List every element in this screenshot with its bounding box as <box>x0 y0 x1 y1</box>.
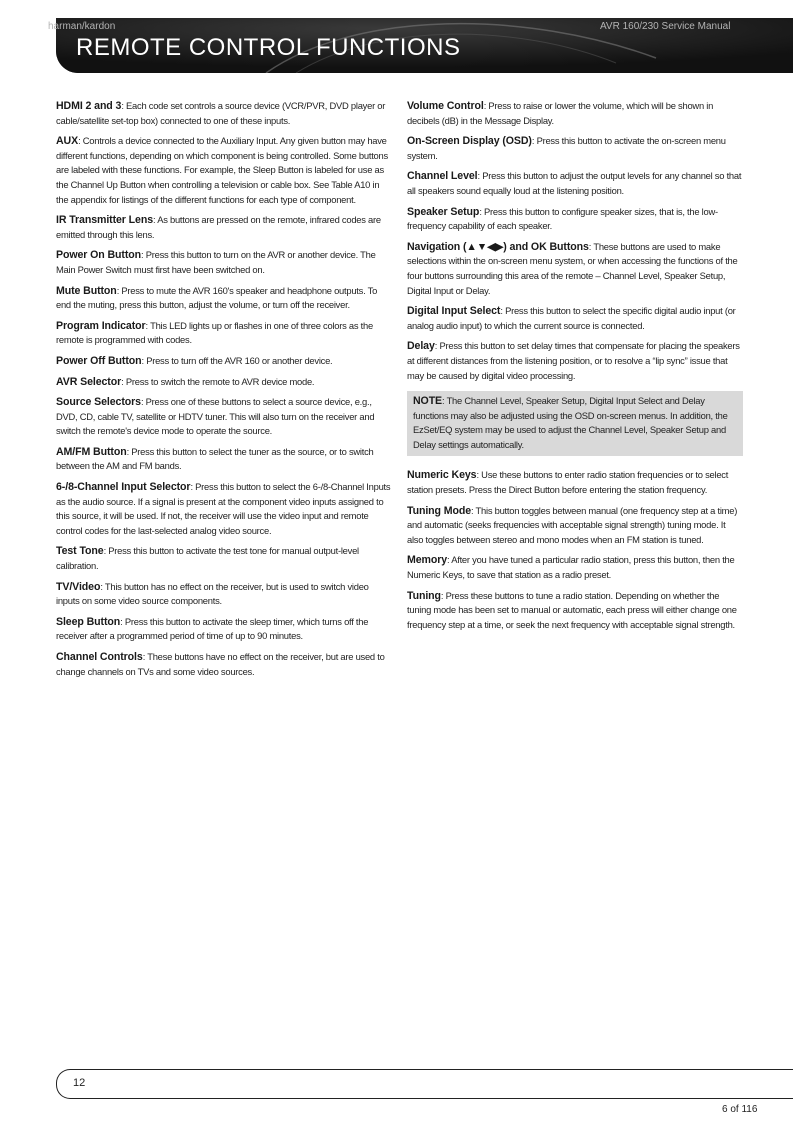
entry-am-fm <box>56 445 392 474</box>
entry-memory <box>407 553 743 582</box>
entry-numeric-keys <box>407 468 743 497</box>
entry-term: Numeric Keys <box>407 469 477 482</box>
entry-term: Mute Button <box>56 284 117 297</box>
entry-tuning-mode <box>407 504 743 548</box>
entry-aux <box>56 134 392 207</box>
entry-text: : Press these buttons to tune a radio station. Depending on whether the tuning mode has been set to manual or automatic, each press will either change one frequency step at a time, or seek the next frequency with acceptable signal strength. <box>407 589 737 630</box>
entry-term: Tuning <box>407 589 441 602</box>
entry-hdmi <box>56 99 392 128</box>
entry-term: HDMI 2 and 3 <box>56 100 122 112</box>
entry-text: : Press this button to configure speaker sizes, that is, the low-frequency capability of each speaker. <box>407 205 718 232</box>
entry-ir-lens <box>56 213 392 242</box>
entry-source-selectors <box>56 395 392 439</box>
entry-sleep <box>56 615 392 644</box>
entry-program-indicator <box>56 319 392 348</box>
entry-text: : This button has no effect on the receiver, but is used to switch video inputs on some video source components. <box>56 580 369 607</box>
entry-delay <box>407 339 743 383</box>
entry-term: TV/Video <box>56 580 101 593</box>
entry-volume <box>407 99 743 128</box>
header-manual-title: AVR 160/230 Service Manual <box>600 21 731 32</box>
entry-text: : This LED lights up or flashes in one of three colors as the remote is programmed with codes. <box>56 319 373 346</box>
entry-term: Channel Level <box>407 170 478 183</box>
entry-tv-video <box>56 580 392 609</box>
entry-text: : Press this button to turn on the AVR or another device. The Main Power Switch must first have been switched on. <box>56 249 376 275</box>
entry-text: : Press this button to activate the on-screen menu system. <box>407 135 726 161</box>
entry-speaker-setup <box>407 205 743 234</box>
entry-term: On-Screen Display (OSD) <box>407 135 532 148</box>
entry-digital-input <box>407 304 743 333</box>
entry-term: AM/FM Button <box>56 445 127 458</box>
entry-term: AVR Selector <box>56 375 122 388</box>
entry-text: : Press one of these buttons to select a source device, e.g., DVD, CD, cable TV, satellite or HDTV tuner. This will also turn on the receiver and switch the remote's device mode to operate the source. <box>56 396 375 437</box>
entry-term: AUX <box>56 135 79 148</box>
entry-power-off <box>56 354 392 369</box>
entry-text: : These buttons are used to make selections within the on-screen menu system, or when accessing the functions of the four buttons surrounding this area of the remote – Channel Level, Speaker Setup, Digital Input or Delay. <box>407 240 738 296</box>
note-label: NOTE <box>413 395 443 408</box>
entry-mute <box>56 284 392 313</box>
entry-text: : Press to raise or lower the volume, which will be shown in decibels (dB) in the Message Display. <box>407 100 714 126</box>
footer-box <box>56 1069 793 1099</box>
entry-term: Power On Button <box>56 249 142 262</box>
entry-text: : Each code set controls a source device (VCR/PVR, DVD player or cable/satellite set-top box) connected to one of these inputs. <box>56 100 386 126</box>
entry-term: Program Indicator <box>56 319 146 332</box>
entry-term: Test Tone <box>56 545 104 558</box>
entry-text: : Press to switch the remote to AVR device mode. <box>121 375 315 387</box>
entry-test-tone <box>56 544 392 573</box>
entry-multichannel-input <box>56 480 392 538</box>
entry-term: Memory <box>407 554 448 567</box>
note-text: : The Channel Level, Speaker Setup, Digital Input Select and Delay functions may also be adjusted using the OSD on-screen menus. In addition, the EzSet/EQ system may be used to adjust the Channel Level, Speaker Setup and Delay settings automatically. <box>413 395 728 450</box>
entry-text: : As buttons are pressed on the remote, infrared codes are emitted through this lens. <box>56 214 381 240</box>
entry-term: IR Transmitter Lens <box>56 214 154 227</box>
entry-text: : Controls a device connected to the Auxiliary Input. Any given button may have different functions, depending on which component is being controlled. Some buttons are labeled with these functions. For example, the Sleep Button is labeled for use as the Channel Up Button when controlling a television or cable box. See Table A10 in the appendix for listings of the different functions for each type of component. <box>56 135 388 205</box>
header-brand: harman/kardon <box>48 21 116 32</box>
entry-term: Sleep Button <box>56 615 121 628</box>
entry-text: : Press this button to adjust the output levels for any channel so that all speakers sound equally loud at the listening position. <box>407 170 742 196</box>
entry-term: Navigation (▲▼◀▶) and OK Buttons <box>407 240 589 253</box>
entry-channel-level <box>407 169 743 198</box>
page-count: 6 of 116 <box>722 1104 758 1115</box>
entry-text: : Press this button to select the 6-/8-Channel Inputs as the audio source. If a signal is present at the component video inputs assigned to this source, it will be used. If not, the receiver will use the video input and remote control codes for the last-selected analog video source. <box>56 481 391 536</box>
entry-term: Delay <box>407 340 435 353</box>
entry-tuning <box>407 589 743 633</box>
entry-text: : Press to mute the AVR 160's speaker and headphone outputs. To end the muting, press this button, adjust the volume, or turn off the receiver. <box>56 284 378 311</box>
entry-channel-controls <box>56 650 392 679</box>
entry-avr-selector <box>56 375 392 390</box>
entry-term: Tuning Mode <box>407 504 472 517</box>
entry-text: : Press this button to select the tuner as the source, or to switch between the AM and FM bands. <box>56 445 374 472</box>
entry-power-on <box>56 248 392 277</box>
entry-term: Power Off Button <box>56 354 142 367</box>
entry-text: : Press this button to activate the sleep timer, which turns off the receiver after a programmed period of time of up to 90 minutes. <box>56 615 369 642</box>
right-column <box>407 99 743 638</box>
entry-term: 6-/8-Channel Input Selector <box>56 481 191 494</box>
entry-text: : Press this button to activate the test tone for manual output-level calibration. <box>56 545 359 572</box>
entry-text: : Use these buttons to enter radio station frequencies or to select station presets. Press the Direct Button before entering the station frequency. <box>407 469 729 496</box>
entry-text: : These buttons have no effect on the receiver, but are used to change channels on TVs and some video sources. <box>56 651 385 677</box>
entry-navigation <box>407 240 743 298</box>
note-box <box>407 391 743 456</box>
page-title: REMOTE CONTROL FUNCTIONS <box>76 34 461 61</box>
entry-text: : After you have tuned a particular radio station, press this button, then the Numeric Keys, to save that station as a radio preset. <box>407 554 735 581</box>
entry-text: : Press to turn off the AVR 160 or another device. <box>141 354 333 366</box>
entry-term: Source Selectors <box>56 396 141 409</box>
entry-text: : Press this button to set delay times that compensate for placing the speakers at different distances from the listening position, or to resolve a “lip sync” issue that may be caused by digital video processing. <box>407 340 740 381</box>
entry-term: Volume Control <box>407 100 484 112</box>
entry-term: Digital Input Select <box>407 305 501 318</box>
entry-text: : Press this button to select the specific digital audio input (or analog audio input) to which the current source is connected. <box>407 305 736 331</box>
entry-osd <box>407 134 743 163</box>
entry-term: Speaker Setup <box>407 205 480 218</box>
left-column <box>56 99 392 685</box>
entry-term: Channel Controls <box>56 651 143 663</box>
page-number: 12 <box>73 1077 86 1089</box>
entry-text: : This button toggles between manual (one frequency step at a time) and automatic (seeks frequencies with acceptable signal strength) tuning mode. It also toggles between stereo and mono modes when an FM station is tuned. <box>407 504 738 545</box>
